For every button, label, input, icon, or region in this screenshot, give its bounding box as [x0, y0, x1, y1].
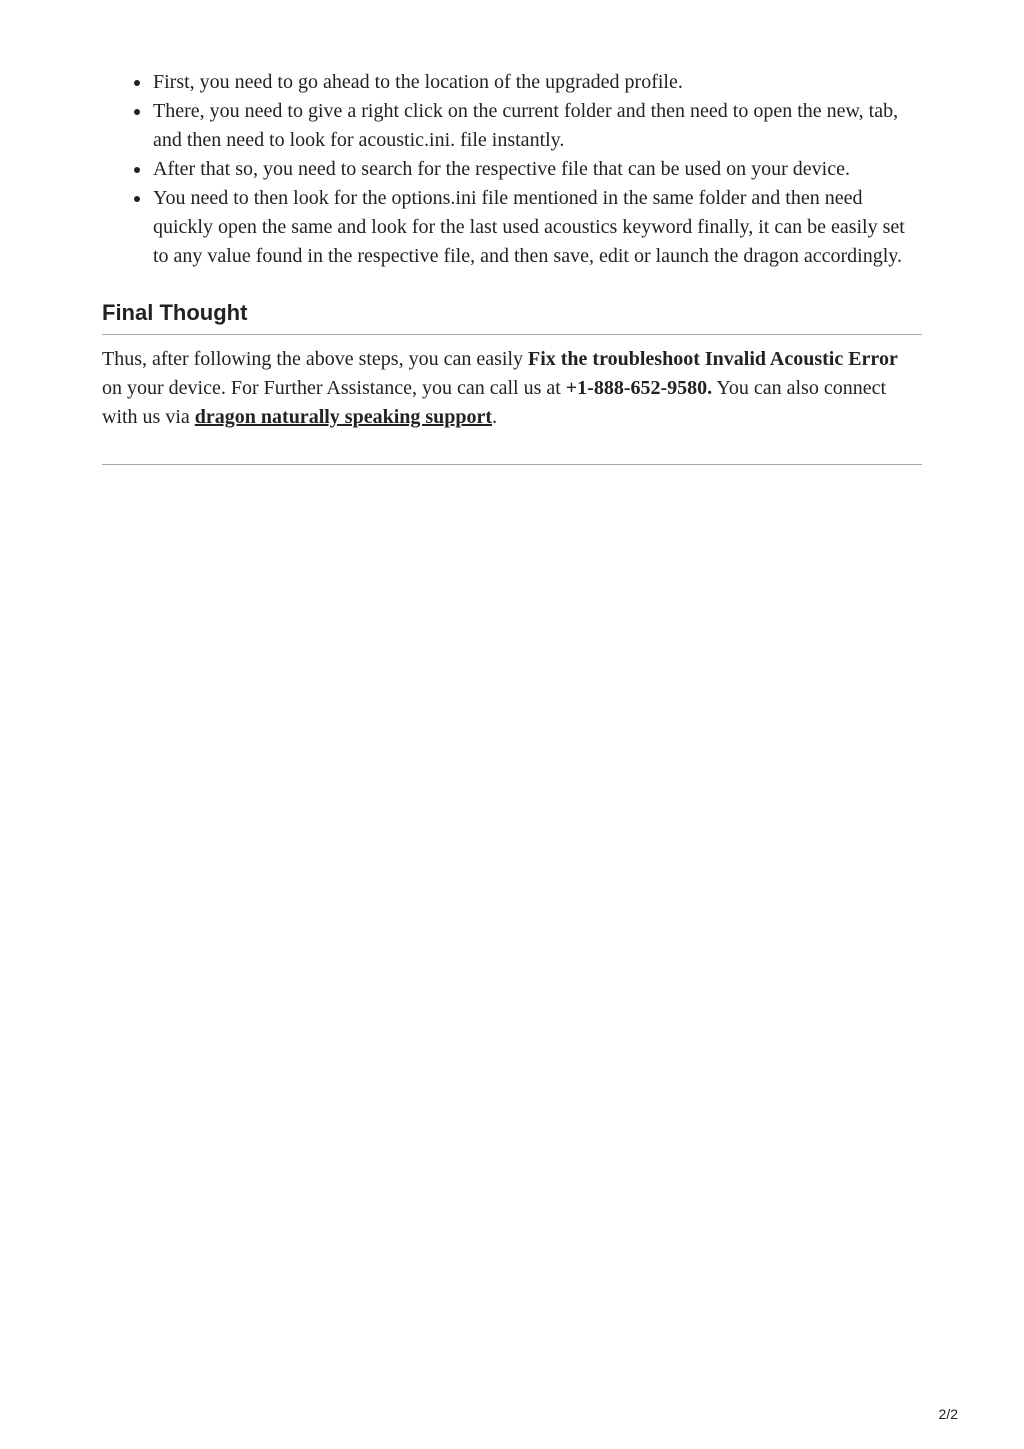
support-link[interactable]: dragon naturally speaking support	[194, 406, 493, 428]
divider-bottom	[102, 464, 922, 465]
divider	[102, 334, 922, 335]
paragraph-text: .	[492, 406, 498, 428]
list-item: First, you need to go ahead to the location of the upgraded profile.	[153, 68, 922, 97]
paragraph-text: on your device. For Further Assistance, you can call us at	[102, 377, 566, 399]
list-item: You need to then look for the options.ini file mentioned in the same folder and then need quickly open the same and look for the last used acoustics keyword finally, it can be easily set to any value found in the respective file, and then save, edit or launch the dragon accordingly.	[153, 184, 922, 271]
paragraph-text: You can also connect with us via	[102, 377, 887, 428]
bold-error-name: Fix the troubleshoot Invalid Acoustic Error	[528, 348, 898, 370]
paragraph-text: Thus, after following the above steps, you can easily	[102, 348, 528, 370]
list-item: There, you need to give a right click on the current folder and then need to open the new, tab, and then need to look for acoustic.ini. file instantly.	[153, 97, 922, 155]
steps-list	[102, 68, 922, 271]
section-heading-final-thought: Final Thought	[102, 300, 248, 325]
final-thought-paragraph	[102, 345, 922, 432]
page-number: 2/2	[938, 1406, 958, 1422]
document-page	[102, 68, 922, 465]
phone-number: +1-888-652-9580.	[565, 377, 713, 399]
list-item: After that so, you need to search for the respective file that can be used on your device.	[153, 155, 922, 184]
